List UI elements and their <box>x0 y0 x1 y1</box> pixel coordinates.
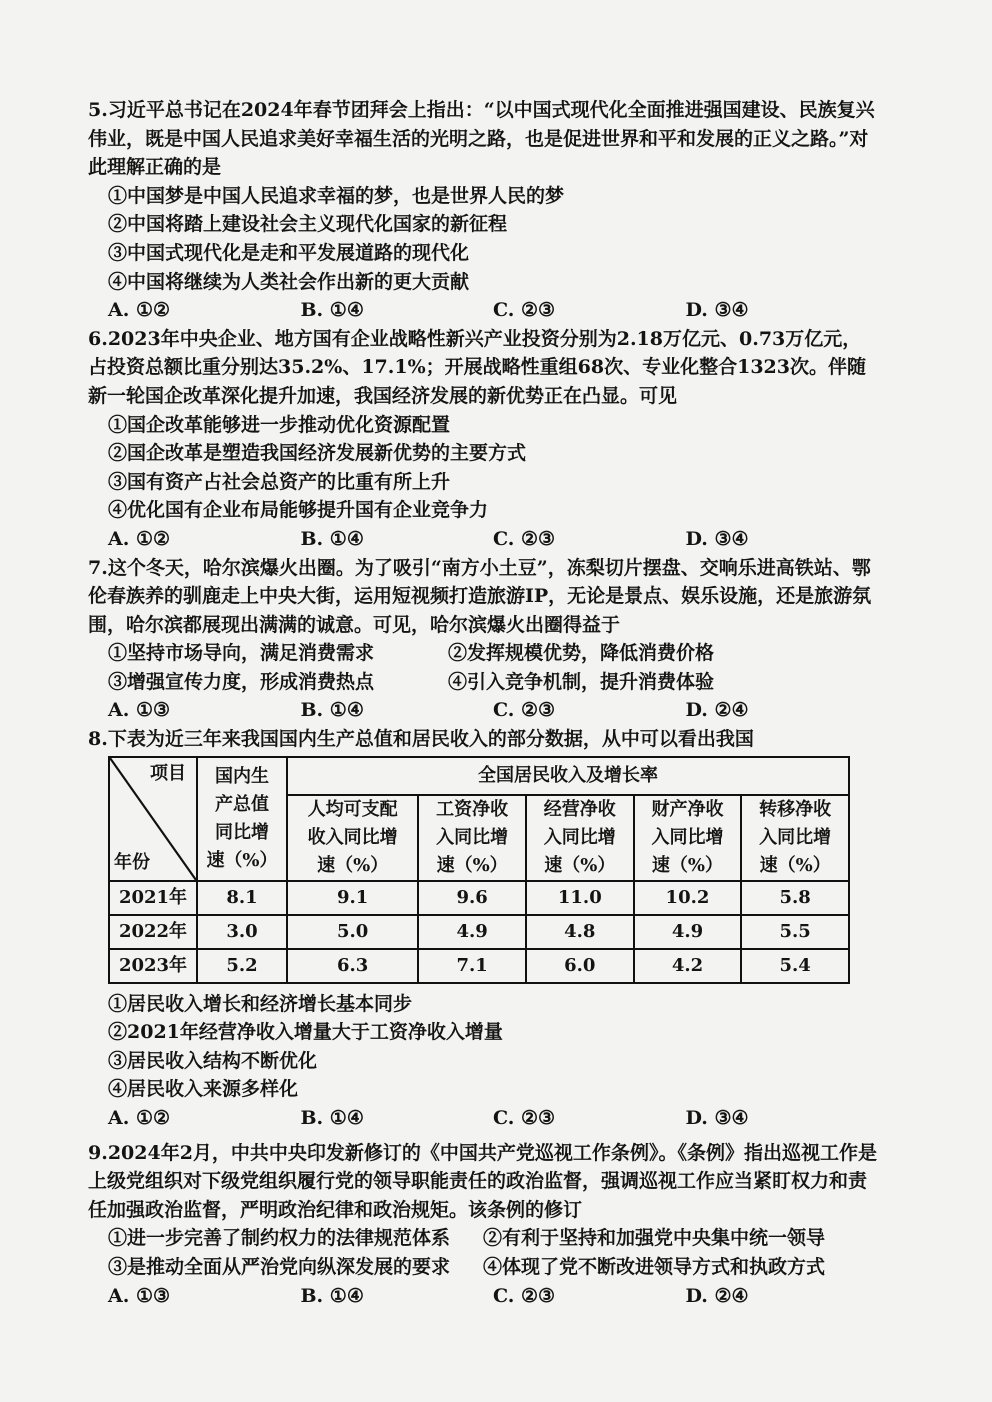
question-5-statement-4: ④中国将继续为人类社会作出新的更大贡献 <box>108 270 470 293</box>
subheader-line: 入同比增 <box>436 826 509 848</box>
gdp-header-line: 速（%） <box>206 849 278 871</box>
option-d[interactable]: D. ③④ <box>685 1107 749 1130</box>
option-b[interactable]: B. ①④ <box>300 699 364 722</box>
cell-value: 5.0 <box>287 915 418 949</box>
cell-value: 11.0 <box>526 881 634 915</box>
option-a[interactable]: A. ①③ <box>108 699 171 722</box>
question-9-statement-3: ③是推动全面从严治党向纵深发展的要求 <box>108 1256 451 1278</box>
question-7 <box>88 554 878 726</box>
cell-value: 5.2 <box>197 949 287 983</box>
option-c[interactable]: C. ②③ <box>493 299 556 322</box>
question-7-stem: 7.这个冬天，哈尔滨爆火出圈。为了吸引“南方小土豆”，冻梨切片摆盘、交响乐进高铁站、鄂伦春族养的驯鹿走上中央大街，运用短视频打造旅游IP，无论是景点、娱乐设施，还是旅游氛围，哈尔滨都展现出满满的诚意。可见，哈尔滨爆火出圈得益于 <box>88 556 872 636</box>
question-9 <box>88 1139 878 1311</box>
subheader-business-income <box>526 795 634 881</box>
question-8-statement-4: ④居民收入来源多样化 <box>108 1078 299 1101</box>
question-8-stem: 8.下表为近三年来我国国内生产总值和居民收入的部分数据，从中可以看出我国 <box>88 728 754 751</box>
question-5-stem: 5.习近平总书记在2024年春节团拜会上指出：“以中国式现代化全面推进强国建设、民族复兴伟业，既是中国人民追求美好幸福生活的光明之路，也是促进世界和平和发展的正义之路。”对此理解正确的是 <box>88 99 875 179</box>
cell-value: 3.0 <box>197 915 287 949</box>
question-8-options <box>108 1104 878 1133</box>
cell-value: 7.1 <box>418 949 526 983</box>
subheader-line: 转移净收 <box>759 798 832 820</box>
question-7-statement-2: ②发挥规模优势，降低消费价格 <box>448 642 715 665</box>
subheader-transfer-income <box>741 795 849 881</box>
question-5-options <box>108 296 878 325</box>
cell-value: 9.1 <box>287 881 418 915</box>
subheader-line: 入同比增 <box>759 826 832 848</box>
question-6 <box>88 325 878 554</box>
option-b[interactable]: B. ①④ <box>300 1284 364 1307</box>
subheader-line: 速（%） <box>651 854 724 876</box>
row-year: 2022年 <box>109 915 197 949</box>
question-6-statement-1: ①国企改革能够进一步推动优化资源配置 <box>108 413 451 436</box>
option-a[interactable]: A. ①② <box>108 527 171 550</box>
subheader-line: 速（%） <box>759 854 831 876</box>
option-d[interactable]: D. ③④ <box>685 527 749 550</box>
subheader-line: 入同比增 <box>543 826 616 848</box>
table-header-row <box>109 757 849 795</box>
subheader-line: 收入同比增 <box>307 826 398 848</box>
row-year: 2021年 <box>109 881 197 915</box>
subheader-property-income <box>634 795 742 881</box>
option-d[interactable]: D. ②④ <box>685 1284 749 1307</box>
question-7-statements-row-1 <box>108 639 878 668</box>
question-7-statement-4: ④引入竞争机制，提升消费体验 <box>448 670 715 693</box>
option-d[interactable]: D. ②④ <box>685 699 749 722</box>
corner-label-item: 项目 <box>150 762 186 784</box>
cell-value: 6.3 <box>287 949 418 983</box>
question-8 <box>88 725 878 1133</box>
question-6-stem: 6.2023年中央企业、地方国有企业战略性新兴产业投资分别为2.18万亿元、0.73万亿元，占投资总额比重分别达35.2%、17.1%；开展战略性重组68次、专业化整合1323次。伴随新一轮国企改革深化提升加速，我国经济发展的新优势正在凸显。可见 <box>88 327 866 407</box>
cell-value: 4.9 <box>634 915 742 949</box>
option-a[interactable]: A. ①② <box>108 299 171 322</box>
subheader-line: 速（%） <box>436 854 508 876</box>
question-6-statement-4: ④优化国有企业布局能够提升国有企业竞争力 <box>108 499 489 522</box>
cell-value: 10.2 <box>634 881 742 915</box>
cell-value: 5.5 <box>741 915 849 949</box>
subheader-wage-income <box>418 795 526 881</box>
income-growth-table <box>108 756 850 984</box>
income-group-header: 全国居民收入及增长率 <box>287 757 849 795</box>
option-c[interactable]: C. ②③ <box>493 1284 556 1307</box>
question-6-options <box>108 525 878 554</box>
question-9-statement-4: ④体现了党不断改进领导方式和执政方式 <box>483 1256 826 1278</box>
subheader-line: 财产净收 <box>651 798 724 820</box>
option-b[interactable]: B. ①④ <box>300 527 364 550</box>
cell-value: 5.8 <box>741 881 849 915</box>
cell-value: 8.1 <box>197 881 287 915</box>
corner-label-year: 年份 <box>114 851 150 873</box>
option-a[interactable]: A. ①② <box>108 1107 171 1130</box>
cell-value: 5.4 <box>741 949 849 983</box>
question-9-statements-row-2 <box>108 1253 878 1282</box>
question-9-statements-row-1 <box>108 1224 878 1253</box>
table-corner-cell <box>109 757 197 881</box>
cell-value: 9.6 <box>418 881 526 915</box>
option-a[interactable]: A. ①③ <box>108 1284 171 1307</box>
question-8-statement-2: ②2021年经营净收入增量大于工资净收入增量 <box>108 1021 503 1044</box>
question-5-statement-3: ③中国式现代化是走和平发展道路的现代化 <box>108 241 470 264</box>
table-row <box>109 949 849 983</box>
option-b[interactable]: B. ①④ <box>300 299 364 322</box>
subheader-line: 速（%） <box>317 854 389 876</box>
subheader-line: 速（%） <box>544 854 616 876</box>
cell-value: 4.2 <box>634 949 742 983</box>
option-c[interactable]: C. ②③ <box>493 699 556 722</box>
question-9-options <box>108 1282 878 1311</box>
gdp-header-line: 产总值 <box>215 793 269 815</box>
option-c[interactable]: C. ②③ <box>493 1107 556 1130</box>
row-year: 2023年 <box>109 949 197 983</box>
question-list <box>88 96 878 1310</box>
table-row <box>109 915 849 949</box>
gdp-header-cell <box>197 757 287 881</box>
cell-value: 4.8 <box>526 915 634 949</box>
option-c[interactable]: C. ②③ <box>493 527 556 550</box>
question-8-statement-3: ③居民收入结构不断优化 <box>108 1049 318 1072</box>
question-9-statement-2: ②有利于坚持和加强党中央集中统一领导 <box>483 1227 826 1250</box>
question-6-statement-2: ②国企改革是塑造我国经济发展新优势的主要方式 <box>108 442 527 465</box>
cell-value: 4.9 <box>418 915 526 949</box>
question-5 <box>88 96 878 325</box>
gdp-header-line: 国内生 <box>215 765 269 787</box>
question-7-options <box>108 696 878 725</box>
subheader-line: 人均可支配 <box>307 798 398 820</box>
subheader-disposable-income <box>287 795 418 881</box>
subheader-line: 经营净收 <box>543 798 616 820</box>
question-6-statement-3: ③国有资产占社会总资产的比重有所上升 <box>108 470 451 493</box>
question-9-stem: 9.2024年2月，中共中央印发新修订的《中国共产党巡视工作条例》。《条例》指出巡视工作是上级党组织对下级党组织履行党的领导职能责任的政治监督，强调巡视工作应当紧盯权力和责任加强政治监督，严明政治纪律和政治规矩。该条例的修订 <box>88 1141 877 1221</box>
option-b[interactable]: B. ①④ <box>300 1107 364 1130</box>
cell-value: 6.0 <box>526 949 634 983</box>
question-8-statement-1: ①居民收入增长和经济增长基本同步 <box>108 992 413 1015</box>
subheader-line: 工资净收 <box>436 798 509 820</box>
table-row <box>109 881 849 915</box>
question-7-statement-3: ③增强宣传力度，形成消费热点 <box>108 670 375 693</box>
question-7-statement-1: ①坚持市场导向，满足消费需求 <box>108 642 375 665</box>
gdp-header-line: 同比增 <box>215 821 269 843</box>
option-d[interactable]: D. ③④ <box>685 299 749 322</box>
subheader-line: 入同比增 <box>651 826 724 848</box>
question-5-statement-2: ②中国将踏上建设社会主义现代化国家的新征程 <box>108 213 508 236</box>
question-9-statement-1: ①进一步完善了制约权力的法律规范体系 <box>108 1227 451 1250</box>
question-7-statements-row-2 <box>108 668 878 697</box>
question-5-statement-1: ①中国梦是中国人民追求幸福的梦，也是世界人民的梦 <box>108 184 565 207</box>
